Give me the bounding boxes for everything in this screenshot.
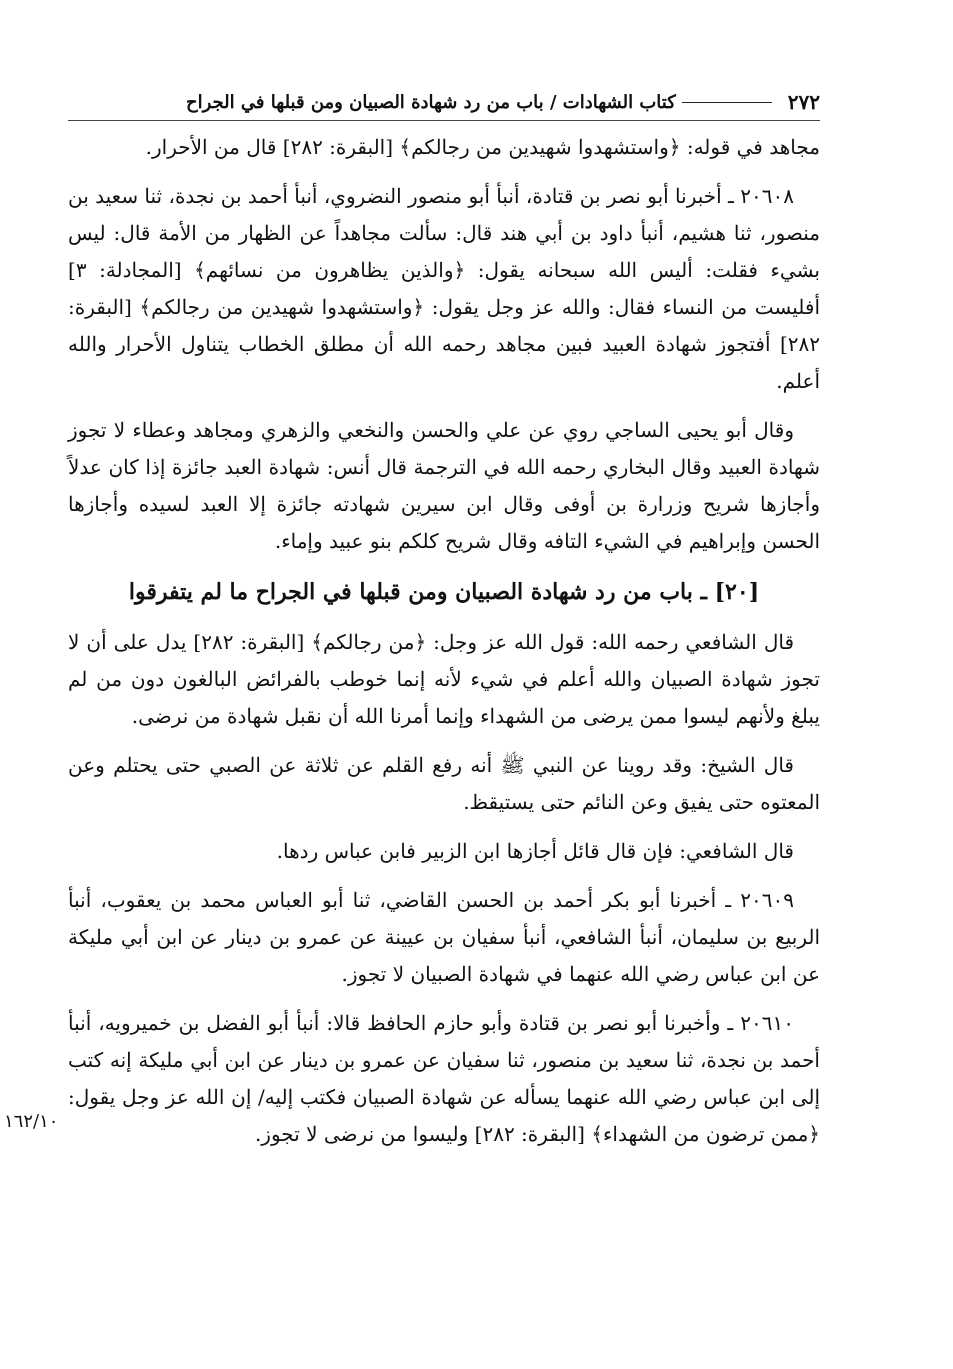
book-page: [4, 84, 820, 1165]
running-title: كتاب الشهادات / باب من رد شهادة الصبيان ومن قبلها في الجراح: [186, 91, 676, 113]
marginal-volume-page: ١٦٢/١٠: [4, 1111, 59, 1132]
paragraph-shaykh: قال الشيخ: وقد روينا عن النبي ﷺ أنه رفع القلم عن ثلاثة عن الصبي حتى يحتلم وعن المعتوه حتى يفيق وعن النائم حتى يستيقظ.: [68, 753, 820, 814]
hadith-20610: ٢٠٦١٠ ـ وأخبرنا أبو نصر بن قتادة وأبو حازم الحافظ قالا: أنبأ أبو الفضل بن خميرويه، أنبأ أحمد بن نجدة، ثنا سعيد بن منصور، ثنا سفيان عن عمرو بن دينار عن ابن أبي مليكة إنه كتب إلى ابن عباس رضي الله عنهما يسأله عن شهادة الصبيان فكتب إليه/ إن الله عز وجل يقول: ﴿ممن ترضون من الشهداء﴾ [البقرة: ٢٨٢] وليسوا من نرضى لا تجوز.: [68, 1011, 820, 1146]
header-rule: [682, 102, 772, 103]
chapter-heading: [٢٠] ـ باب من رد شهادة الصبيان ومن قبلها في الجراح ما لم يتفرقوا: [128, 579, 760, 605]
page-number: ٢٧٢: [787, 90, 820, 114]
running-header: [68, 84, 820, 121]
paragraph-shafii-1: قال الشافعي رحمه الله: قول الله عز وجل: ﴿من رجالكم﴾ [البقرة: ٢٨٢] يدل على أن لا تجوز شهادة الصبيان والله أعلم في شيء لأنه إنما خوطب بالفرائض البالغون دون من لم يبلغ ولأنهم ليسوا ممن يرضى من الشهداء وإنما أمرنا الله أن نقبل شهادة من نرضى.: [68, 630, 820, 728]
hadith-20608: ٢٠٦٠٨ ـ أخبرنا أبو نصر بن قتادة، أنبأ أبو منصور النضروي، أنبأ أحمد بن نجدة، ثنا سعيد بن منصور، ثنا هشيم، أنبأ داود بن أبي هند قال: سألت مجاهداً عن الظهار من الأمة قال: ليس بشيء فقلت: أليس الله سبحانه يقول: ﴿والذين يظاهرون من نسائهم﴾ [المجادلة: ٣] أفليست من النساء فقال: والله عز وجل يقول: ﴿واستشهدوا شهيدين من رجالكم﴾ [البقرة: ٢٨٢] أفتجوز شهادة العبيد فبين مجاهد رحمه الله أن مطلق الخطاب يتناول الأحرار والله أعلم.: [67, 184, 820, 393]
paragraph-shafii-2: قال الشافعي: فإن قال قائل أجازها ابن الزبير فابن عباس ردها.: [276, 839, 794, 863]
hadith-20610-block: [4, 1005, 820, 1153]
hadith-20609: ٢٠٦٠٩ ـ أخبرنا أبو بكر أحمد بن الحسن القاضي، ثنا أبو العباس محمد بن يعقوب، أنبأ الربيع بن سليمان، أنبأ الشافعي، أنبأ سفيان بن عيينة عن عمرو بن دينار عن ابن أبي مليكة عن ابن عباس رضي الله عنهما في شهادة الصبيان لا تجوز.: [68, 888, 820, 986]
paragraph-saji: وقال أبو يحيى الساجي روي عن علي والحسن والنخعي والزهري ومجاهد وعطاء لا تجوز شهادة العبيد وقال البخاري رحمه الله في الترجمة قال أنس: شهادة العبد جائزة إذا كان عدلاً وأجازها شريح وزرارة بن أوفى وقال ابن سيرين شهادته جائزة إلا العبد لسيده وأجازها الحسن وإبراهيم في الشيء التافه وقال شريح كلكم بنو عبيد وإماء.: [68, 418, 820, 553]
paragraph-continuation: مجاهد في قوله: ﴿واستشهدوا شهيدين من رجالكم﴾ [البقرة: ٢٨٢] قال من الأحرار.: [145, 135, 820, 159]
